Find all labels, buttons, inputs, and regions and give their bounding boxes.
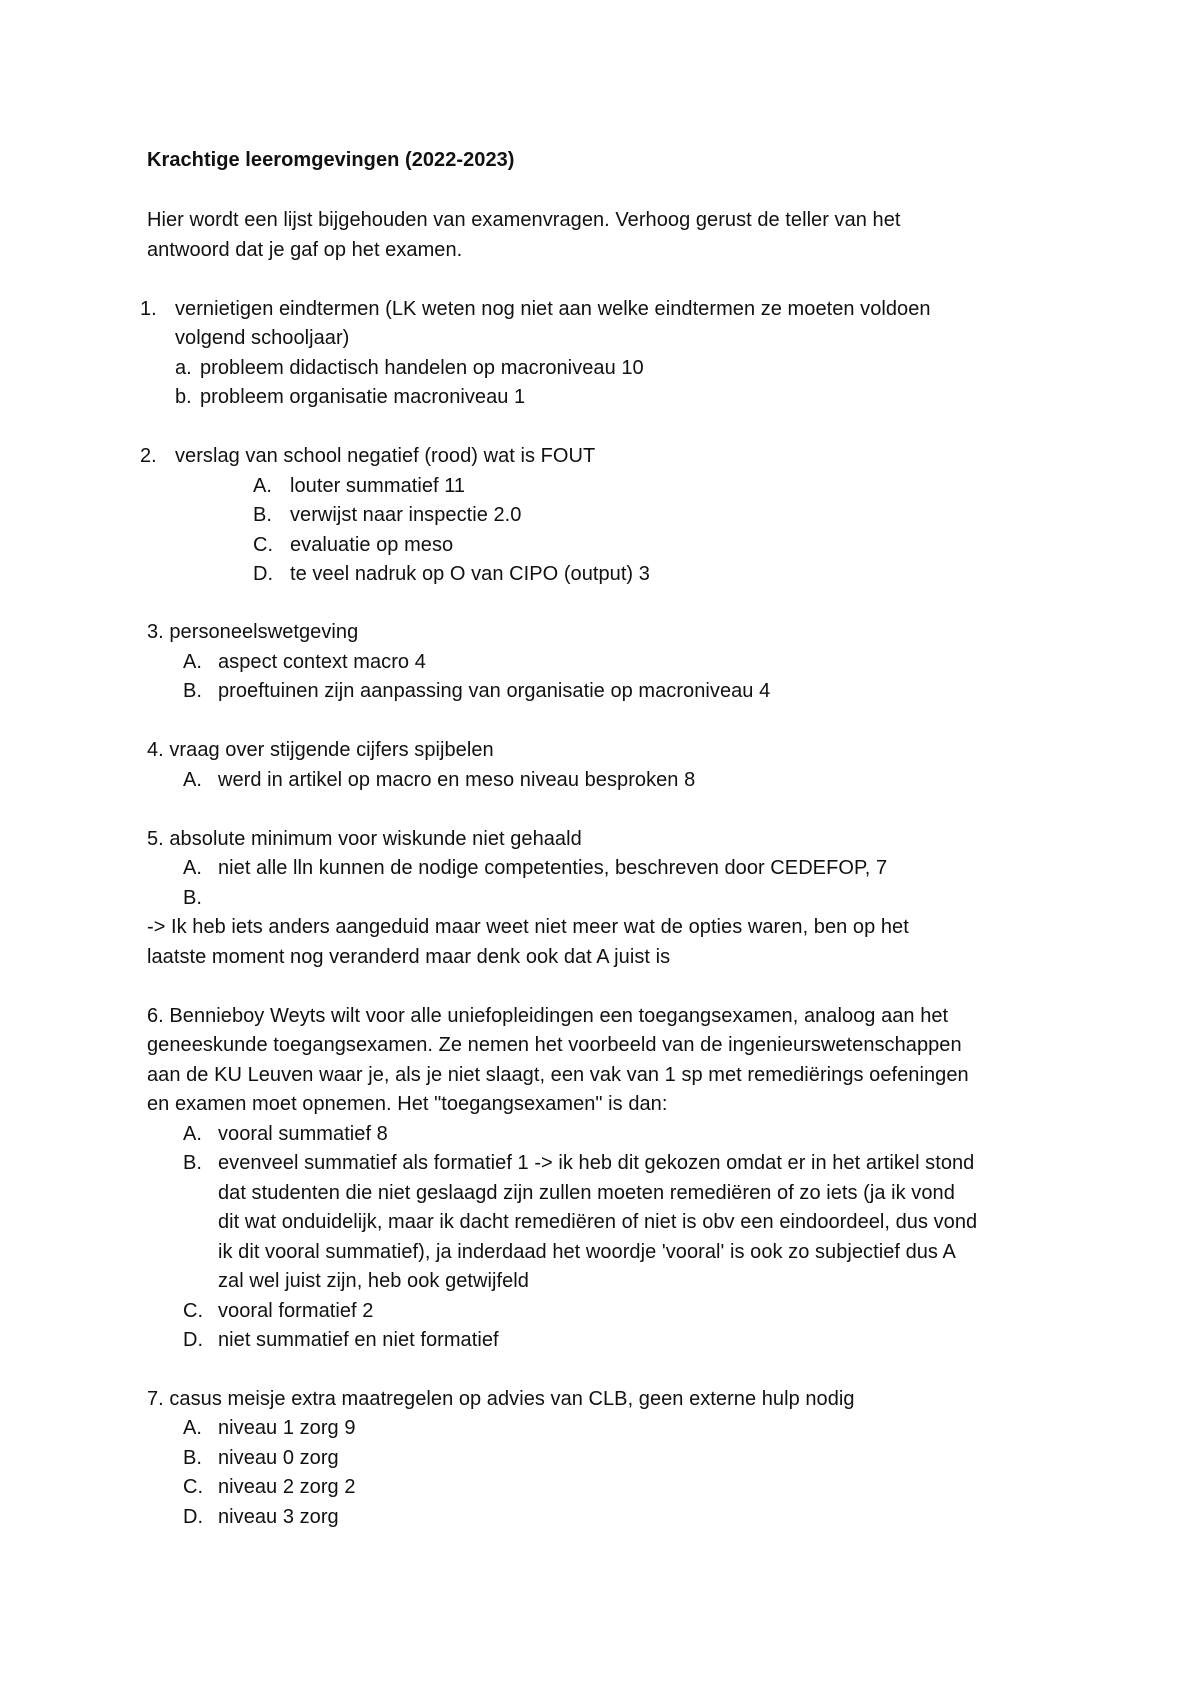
option-label: A. [253,475,272,497]
option-label: A. [183,769,202,791]
option-label: a. [175,357,192,379]
option-label: C. [253,534,274,556]
option-label: D. [253,563,274,585]
option-label: B. [183,887,202,909]
option-text: te veel nadruk op O van CIPO (output) 3 [290,563,650,585]
option-text: niveau 0 zorg [218,1447,339,1469]
option-label: C. [183,1476,204,1498]
question-text: en examen moet opnemen. Het "toegangsexamen" is dan: [147,1093,668,1115]
question-text: geneeskunde toegangsexamen. Ze nemen het voorbeeld van de ingenieurswetenschappen [147,1034,962,1056]
option-text: dat studenten die niet geslaagd zijn zullen moeten remediëren of zo iets (ja ik vond [218,1182,955,1204]
option-label: B. [253,504,272,526]
option-text: niveau 1 zorg 9 [218,1417,356,1439]
option-label: b. [175,386,192,408]
option-text: dit wat onduidelijk, maar ik dacht remediëren of niet is obv een eindoordeel, dus vond [218,1211,978,1233]
option-text: louter summatief 11 [290,475,466,497]
option-text: ik dit vooral summatief), ja inderdaad het woordje 'vooral' is ook zo subjectief dus A [218,1241,956,1263]
option-text: zal wel juist zijn, heb ook getwijfeld [218,1270,529,1292]
option-label: B. [183,680,202,702]
option-text: werd in artikel op macro en meso niveau besproken 8 [218,769,696,791]
question-text: verslag van school negatief (rood) wat is FOUT [175,445,596,467]
page-title: Krachtige leeromgevingen (2022-2023) [147,149,515,171]
question-text: 3. personeelswetgeving [147,621,359,643]
option-text: evaluatie op meso [290,534,454,556]
option-text: probleem organisatie macroniveau 1 [200,386,526,408]
question-text: volgend schooljaar) [175,327,350,349]
option-label: B. [183,1447,202,1469]
option-label: D. [183,1329,204,1351]
option-text: vooral formatief 2 [218,1300,374,1322]
option-text: probleem didactisch handelen op macroniveau 10 [200,357,644,379]
option-label: C. [183,1300,204,1322]
option-label: A. [183,1123,202,1145]
option-text: proeftuinen zijn aanpassing van organisatie op macroniveau 4 [218,680,771,702]
option-text: niveau 3 zorg [218,1506,339,1528]
note-line: -> Ik heb iets anders aangeduid maar weet niet meer wat de opties waren, ben op het [147,916,909,938]
option-label: D. [183,1506,204,1528]
option-label: A. [183,1417,202,1439]
option-label: A. [183,857,202,879]
option-text: niet alle lln kunnen de nodige competenties, beschreven door CEDEFOP, 7 [218,857,888,879]
option-text: niveau 2 zorg 2 [218,1476,356,1498]
question-text: vernietigen eindtermen (LK weten nog niet aan welke eindtermen ze moeten voldoen [175,298,931,320]
option-text: vooral summatief 8 [218,1123,388,1145]
question-number: 1. [140,298,157,320]
question-text: 7. casus meisje extra maatregelen op advies van CLB, geen externe hulp nodig [147,1388,855,1410]
question-text: aan de KU Leuven waar je, als je niet slaagt, een vak van 1 sp met remediërings oefeningen [147,1064,969,1086]
question-number: 2. [140,445,157,467]
option-text: evenveel summatief als formatief 1 -> ik heb dit gekozen omdat er in het artikel stond [218,1152,975,1174]
intro-line: Hier wordt een lijst bijgehouden van examenvragen. Verhoog gerust de teller van het [147,209,901,231]
option-text: verwijst naar inspectie 2.0 [290,504,522,526]
question-text: 4. vraag over stijgende cijfers spijbelen [147,739,494,761]
intro-line: antwoord dat je gaf op het examen. [147,239,463,261]
option-text: niet summatief en niet formatief [218,1329,499,1351]
question-text: 5. absolute minimum voor wiskunde niet gehaald [147,828,582,850]
note-line: laatste moment nog veranderd maar denk ook dat A juist is [147,946,671,968]
question-text: 6. Bennieboy Weyts wilt voor alle uniefopleidingen een toegangsexamen, analoog aan het [147,1005,949,1027]
option-label: A. [183,651,202,673]
option-label: B. [183,1152,202,1174]
option-text: aspect context macro 4 [218,651,426,673]
